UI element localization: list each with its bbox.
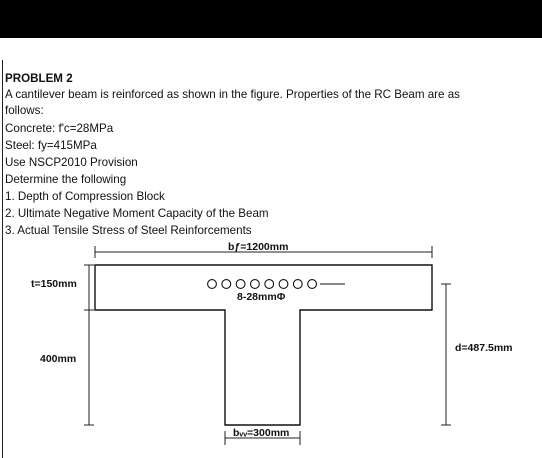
problem-title: PROBLEM 2 — [5, 72, 73, 85]
rebar-row — [208, 280, 317, 289]
problem-line-5: Use NSCP2010 Provision — [5, 156, 138, 169]
rebar-bar — [236, 280, 245, 289]
problem-line-6: Determine the following — [5, 173, 127, 186]
rebar-label: 8-28mmΦ — [237, 291, 286, 303]
rebar-bar — [293, 280, 302, 289]
effective-depth-label: d=487.5mm — [455, 342, 513, 354]
problem-line-2: follows: — [5, 104, 44, 117]
rebar-bar — [251, 280, 260, 289]
problem-line-3: Concrete: f'c=28MPa — [5, 122, 114, 135]
rebar-bar — [222, 280, 231, 289]
problem-line-8: 2. Ultimate Negative Moment Capacity of the Beam — [5, 207, 269, 220]
effective-depth-dimension — [441, 284, 451, 425]
problem-line-4: Steel: fy=415MPa — [5, 139, 97, 152]
rebar-bar — [279, 280, 288, 289]
flange-width-label: bƒ=1200mm — [228, 241, 289, 253]
problem-line-7: 1. Depth of Compression Block — [5, 190, 165, 203]
t-beam-section — [95, 265, 432, 425]
web-width-label: bᵥᵥ=300mm — [233, 427, 290, 439]
rebar-bar — [308, 280, 317, 289]
total-depth-label: 400mm — [40, 353, 77, 365]
problem-line-9: 3. Actual Tensile Stress of Steel Reinforcements — [5, 224, 252, 237]
left-dimension — [84, 265, 94, 425]
flange-thickness-label: t=150mm — [31, 278, 77, 290]
rebar-bar — [208, 280, 217, 289]
rebar-bar — [265, 280, 274, 289]
problem-line-1: A cantilever beam is reinforced as shown in the figure. Properties of the RC Beam are as — [5, 88, 460, 101]
